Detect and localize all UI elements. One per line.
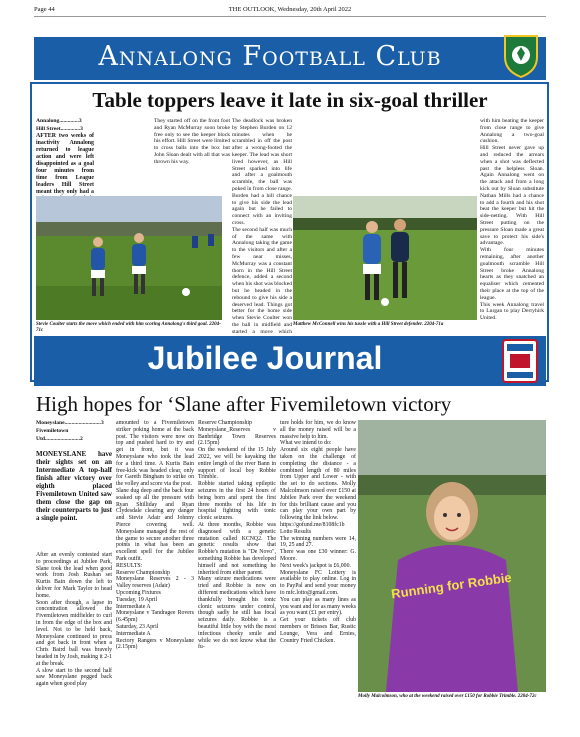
jubilee-score-line: Utd.........................2 [36, 435, 83, 442]
shirt-text: Running for Robbie [390, 569, 513, 602]
afc-col-3: The deadlock was broken by Stephen Burden on 12 minutes when he scrambled in off the post after a wrong-footed the keeper. The lead was short lived however, as Hill Street sparked into life and after a goalmouth scramble, the ball was poked in from close range. Burden had a hill chance to give his side the lead again but he failed to connect with an inviting cross. The second half was much of the same with Annalong taking the game to the visitors and after a few near misses, McMurray was a constant thorn in the Hill Street defence, added a second when his shot was blocked but he headed in the rebound to give his side a deserved lead. Things got better for the home side when Stevie Coulter won the ball in midfield and started a move which [232, 118, 292, 335]
afc-photo-1 [36, 196, 222, 320]
jubilee-score-block [36, 420, 112, 443]
afc-caption-2: Matthew McConnell wins his tussle with a Hill Street defender. 2204-71a [293, 322, 444, 327]
page-number: Page 44 [34, 6, 55, 13]
afc-photo-2 [293, 196, 477, 320]
moneyslane-badge-icon [502, 339, 538, 383]
jubilee-col-2: amounted to a Fivemiletown striker poking home at the back post. The visitors were now on top and pushed hard to try and get in front, but it was Moneyslane who took the lead for a third time. A Kurtis Bain free-kick was headed clear, only for Gareth Bingham to strike on the volley and score via the post. Slane dug deep and the back four soaked up all the pressure with Ryan Shilliday and Ryan Clydesdale clearing any danger and Stevie Adair and Johnny Pierce covering well. Moneyslane managed the rest of the game to secure another three points in what has been an excellent spell for the Jubilee Park outfit. RESULTS: Reserve Championship Moneyslane Reserves 2 - 3 Valley reserves (Adair) Upcoming Fixtures Tuesday, 19 April Intermediate A Moneyslane v Tandragee Rovers (6.45pm) Saturday, 23 April Intermediate A Rectory Rangers v Moneyslane (2.15pm) [116, 420, 194, 651]
afc-col-2: They started off on the front foot and Ryan McMurray soon broke free only to see the keeper block his effort. Hill Street were limited to cross balls into the box but John Sloan dealt with all that was thrown his way. [154, 118, 230, 165]
running-head [34, 6, 546, 17]
annalong-crest-icon [502, 33, 540, 79]
jubilee-lead: MONEYSLANE have their sights set on an Intermediate A top-half finish after victory over eighth placed Fivemiletown United saw them close the gap on their counterparts to just a single point. [36, 450, 112, 522]
jubilee-photo [358, 420, 546, 692]
jubilee-col-1: After an evenly contested start to proceedings at Jubilee Park, Slane took the lead when good work from Josh Rushan set Kurtis Bain down the left to deliver for Mark Taylor to head home. Soon after though, a lapse in concentration allowed the Fivemiletown midfielder to curl in from the edge of the box and level. Not to be held back, Moneyslane continued to press and got back in front when a Chris Baird ball was bravely headed in by Josh, making it 2-1 at the break. A slow start to the second half saw Moneyslane pegged back again when good play [36, 552, 112, 688]
afc-lead: AFTER two weeks of inactivity Annalong returned to league action and were left disappointed as a goal four minutes from time from League leaders Hill Street meant they only had a [36, 133, 94, 195]
jubilee-col-4: ture holds for him, we do know all the money raised will be a massive help to him. What we intend to do: Around six eight people have taken on the challenge of completing the distance - a combined length of 80 miles from Upper and Lower - with the set to do sections. Molly Malcolmson raised over £150 at Jubilee Park over the weekend for this brilliant cause and you can play your own part by following the link below. https://gofund.me/8108fc1b Lotto Results The winning numbers were 14, 19, 25 and 27. There was one £30 winner: G. Moore. Next week's jackpot is £6,000. Moneyslane FC Lottery is available to play online. Log in to PayPal and send your money to mfc.lotto@gmail.com. You can play as many lines as you want and for as many weeks as you want (£1 per entry). Get your tickets off club members or Brisses Bar, Rustic Lounge, Vera and Ernies, Country Fried Chicken. [280, 420, 356, 644]
afc-section-title: Annalong Football Club [98, 41, 442, 72]
afc-score-line: Annalong..............3 [36, 118, 82, 124]
jubilee-caption: Molly Malcolmson, who at the weekend raised over £150 for Robbie Trimble. 2204-72c [358, 694, 537, 699]
jubilee-col-3: Reserve Championship Moneyslane_Reserves v Banbridge Town Reserves (2.15pm) On the weekend of the 15 July 2022, we will be kayaking the entire length of the river Bann in support of local boy Robbie Trimble. Robbie started taking epileptic seizures in the first 24 hours of being born and spent the first three months of his life in hospital fighting with tonic clonic seizures. At three months, Robbie was diagnosed with a genetic mutation called KCNQ2. The genetic results show that Robbie's mutation is "De Novo", something Robbie has developed himself and not something he inherited from either parent. Many seizure medications were tried and Robbie is now on different medications which have thankfully brought his tonic clonic seizures under control, though sadly he still has focal seizures daily. Robbie is a beautiful little boy with the most infectious cheeky smile and while we do not know what the fu- [198, 420, 276, 651]
afc-score-line: Hill Street..............3 [36, 125, 83, 132]
afc-headline: Table toppers leave it late in six-goal thriller [92, 88, 488, 112]
afc-banner [34, 37, 546, 80]
jubilee-section-title: Jubilee Journal [147, 340, 383, 376]
jubilee-banner [34, 336, 546, 386]
jubilee-headline: High hopes for ‘Slane after Fivemiletown victory [36, 392, 452, 416]
jubilee-score-line: Fivemiletown [36, 427, 69, 434]
masthead: THE OUTLOOK, Wednesday, 20th April 2022 [228, 6, 352, 13]
afc-col-4: with him beating the keeper from close range to give Annalong a two-goal cushion. Hill Street never gave up and reduced the arrears when a shot was deflected past the helpless Sloan. Again Annalong went on the attack and from a long kick out by Sloan substitute Nathan Mills had a chance to add a fourth and his shot beat the keeper but hit the side-netting. With Hill Street putting on the pressure Sloan made a great save to protect his side's advantage. With four minutes remaining, after another goalmouth scramble Hill Street broke Annalong hearts as they snatched an equaliser which cemented their place at the top of the league. This week Annalong travel to Lurgan to play Derryhirk United. [480, 118, 544, 322]
afc-caption-1: Stevie Coulter starts the move which ended with him scoring Annalong's third goal. 2204-71c [36, 322, 221, 333]
jubilee-score-line: Moneyslane..........................3 [36, 420, 104, 426]
afc-col-1 [36, 118, 94, 134]
